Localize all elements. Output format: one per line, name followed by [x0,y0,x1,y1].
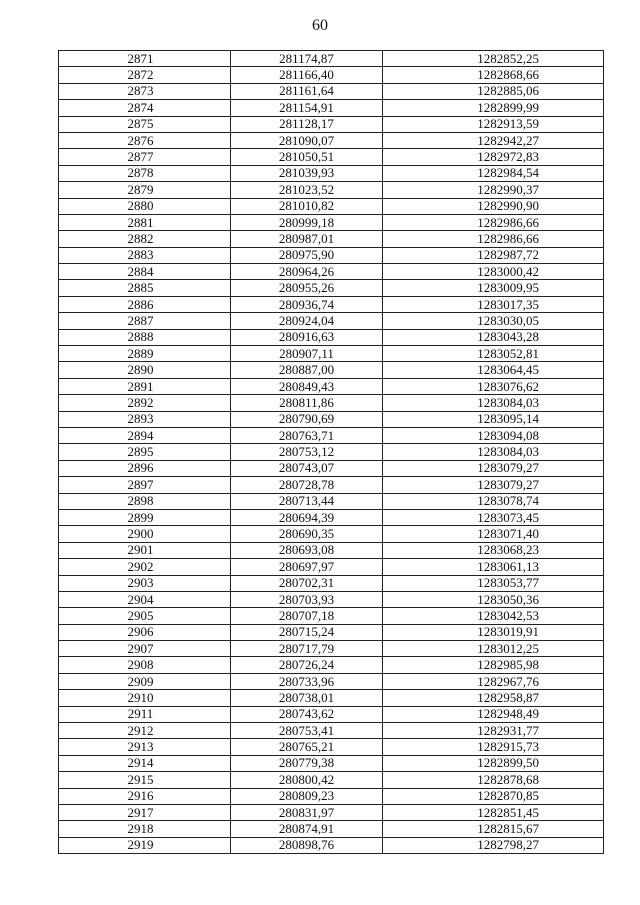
y-coordinate-cell: 1282987,72 [383,247,604,263]
x-coordinate-cell: 280975,90 [231,247,383,263]
x-coordinate-cell: 280733,96 [231,673,383,689]
point-number-cell: 2894 [59,427,231,443]
x-coordinate-cell: 280898,76 [231,837,383,853]
x-coordinate-cell: 280987,01 [231,231,383,247]
point-number-cell: 2893 [59,411,231,427]
y-coordinate-cell: 1282915,73 [383,739,604,755]
point-number-cell: 2876 [59,132,231,148]
table-row [59,51,604,67]
x-coordinate-cell: 280999,18 [231,214,383,230]
x-coordinate-cell: 281128,17 [231,116,383,132]
y-coordinate-cell: 1283064,45 [383,362,604,378]
table-row [59,395,604,411]
y-coordinate-cell: 1283071,40 [383,526,604,542]
point-number-cell: 2879 [59,182,231,198]
x-coordinate-cell: 280743,62 [231,706,383,722]
y-coordinate-cell: 1283000,42 [383,264,604,280]
point-number-cell: 2881 [59,214,231,230]
point-number-cell: 2890 [59,362,231,378]
x-coordinate-cell: 280738,01 [231,690,383,706]
y-coordinate-cell: 1282899,50 [383,755,604,771]
x-coordinate-cell: 281161,64 [231,83,383,99]
point-number-cell: 2918 [59,821,231,837]
page-number: 60 [312,17,328,34]
y-coordinate-cell: 1282984,54 [383,165,604,181]
point-number-cell: 2903 [59,575,231,591]
point-number-cell: 2909 [59,673,231,689]
point-number-cell: 2895 [59,444,231,460]
y-coordinate-cell: 1283073,45 [383,509,604,525]
point-number-cell: 2875 [59,116,231,132]
x-coordinate-cell: 281154,91 [231,100,383,116]
y-coordinate-cell: 1283012,25 [383,641,604,657]
table-row [59,165,604,181]
table-row [59,657,604,673]
x-coordinate-cell: 281166,40 [231,67,383,83]
point-number-cell: 2878 [59,165,231,181]
table-row [59,706,604,722]
point-number-cell: 2905 [59,608,231,624]
point-number-cell: 2904 [59,591,231,607]
x-coordinate-cell: 281010,82 [231,198,383,214]
x-coordinate-cell: 280693,08 [231,542,383,558]
y-coordinate-cell: 1282852,25 [383,51,604,67]
table-row [59,149,604,165]
table-row [59,329,604,345]
x-coordinate-cell: 280874,91 [231,821,383,837]
x-coordinate-cell: 280703,93 [231,591,383,607]
x-coordinate-cell: 281090,07 [231,132,383,148]
y-coordinate-cell: 1282815,67 [383,821,604,837]
table-row [59,723,604,739]
table-row [59,444,604,460]
point-number-cell: 2885 [59,280,231,296]
y-coordinate-cell: 1283079,27 [383,460,604,476]
point-number-cell: 2871 [59,51,231,67]
table-row [59,608,604,624]
table-row [59,214,604,230]
point-number-cell: 2884 [59,264,231,280]
table-row [59,821,604,837]
y-coordinate-cell: 1282986,66 [383,214,604,230]
point-number-cell: 2883 [59,247,231,263]
x-coordinate-cell: 280907,11 [231,346,383,362]
y-coordinate-cell: 1282972,83 [383,149,604,165]
y-coordinate-cell: 1282878,68 [383,772,604,788]
x-coordinate-cell: 280916,63 [231,329,383,345]
table-row [59,641,604,657]
point-number-cell: 2907 [59,641,231,657]
y-coordinate-cell: 1283095,14 [383,411,604,427]
x-coordinate-cell: 281174,87 [231,51,383,67]
x-coordinate-cell: 280697,97 [231,559,383,575]
table-row [59,116,604,132]
point-number-cell: 2888 [59,329,231,345]
y-coordinate-cell: 1282942,27 [383,132,604,148]
table-row [59,460,604,476]
coordinates-table [58,50,604,854]
table-row [59,755,604,771]
y-coordinate-cell: 1283084,03 [383,395,604,411]
y-coordinate-cell: 1282986,66 [383,231,604,247]
table-row [59,411,604,427]
x-coordinate-cell: 280924,04 [231,313,383,329]
point-number-cell: 2913 [59,739,231,755]
point-number-cell: 2880 [59,198,231,214]
coordinates-table-body [59,51,604,854]
y-coordinate-cell: 1282958,87 [383,690,604,706]
y-coordinate-cell: 1282851,45 [383,804,604,820]
y-coordinate-cell: 1283068,23 [383,542,604,558]
table-row [59,788,604,804]
x-coordinate-cell: 280753,12 [231,444,383,460]
x-coordinate-cell: 280702,31 [231,575,383,591]
y-coordinate-cell: 1282885,06 [383,83,604,99]
point-number-cell: 2872 [59,67,231,83]
y-coordinate-cell: 1282931,77 [383,723,604,739]
x-coordinate-cell: 280811,86 [231,395,383,411]
table-row [59,739,604,755]
x-coordinate-cell: 280707,18 [231,608,383,624]
point-number-cell: 2877 [59,149,231,165]
x-coordinate-cell: 280955,26 [231,280,383,296]
point-number-cell: 2917 [59,804,231,820]
table-row [59,296,604,312]
x-coordinate-cell: 281023,52 [231,182,383,198]
table-row [59,182,604,198]
x-coordinate-cell: 280713,44 [231,493,383,509]
x-coordinate-cell: 280717,79 [231,641,383,657]
point-number-cell: 2889 [59,346,231,362]
x-coordinate-cell: 280809,23 [231,788,383,804]
y-coordinate-cell: 1283076,62 [383,378,604,394]
table-row [59,575,604,591]
y-coordinate-cell: 1283043,28 [383,329,604,345]
y-coordinate-cell: 1282798,27 [383,837,604,853]
y-coordinate-cell: 1282948,49 [383,706,604,722]
point-number-cell: 2901 [59,542,231,558]
point-number-cell: 2892 [59,395,231,411]
x-coordinate-cell: 280849,43 [231,378,383,394]
table-row [59,804,604,820]
table-row [59,346,604,362]
point-number-cell: 2914 [59,755,231,771]
y-coordinate-cell: 1283094,08 [383,427,604,443]
table-row [59,509,604,525]
x-coordinate-cell: 280690,35 [231,526,383,542]
x-coordinate-cell: 280964,26 [231,264,383,280]
point-number-cell: 2873 [59,83,231,99]
point-number-cell: 2902 [59,559,231,575]
y-coordinate-cell: 1282967,76 [383,673,604,689]
x-coordinate-cell: 280753,41 [231,723,383,739]
table-row [59,264,604,280]
x-coordinate-cell: 280743,07 [231,460,383,476]
point-number-cell: 2897 [59,477,231,493]
table-row [59,493,604,509]
y-coordinate-cell: 1283017,35 [383,296,604,312]
point-number-cell: 2911 [59,706,231,722]
point-number-cell: 2882 [59,231,231,247]
point-number-cell: 2886 [59,296,231,312]
x-coordinate-cell: 280779,38 [231,755,383,771]
y-coordinate-cell: 1283079,27 [383,477,604,493]
point-number-cell: 2906 [59,624,231,640]
x-coordinate-cell: 281050,51 [231,149,383,165]
point-number-cell: 2891 [59,378,231,394]
table-row [59,247,604,263]
y-coordinate-cell: 1282868,66 [383,67,604,83]
x-coordinate-cell: 280831,97 [231,804,383,820]
table-row [59,132,604,148]
table-row [59,67,604,83]
y-coordinate-cell: 1282913,59 [383,116,604,132]
y-coordinate-cell: 1282990,90 [383,198,604,214]
table-row [59,772,604,788]
table-row [59,280,604,296]
table-row [59,837,604,853]
x-coordinate-cell: 280800,42 [231,772,383,788]
table-row [59,313,604,329]
point-number-cell: 2874 [59,100,231,116]
y-coordinate-cell: 1283050,36 [383,591,604,607]
y-coordinate-cell: 1283009,95 [383,280,604,296]
x-coordinate-cell: 280936,74 [231,296,383,312]
point-number-cell: 2915 [59,772,231,788]
y-coordinate-cell: 1283019,91 [383,624,604,640]
x-coordinate-cell: 280763,71 [231,427,383,443]
table-row [59,427,604,443]
table-row [59,100,604,116]
x-coordinate-cell: 280694,39 [231,509,383,525]
table-row [59,673,604,689]
table-row [59,477,604,493]
point-number-cell: 2908 [59,657,231,673]
y-coordinate-cell: 1283061,13 [383,559,604,575]
point-number-cell: 2900 [59,526,231,542]
table-row [59,591,604,607]
y-coordinate-cell: 1283042,53 [383,608,604,624]
y-coordinate-cell: 1282870,85 [383,788,604,804]
x-coordinate-cell: 281039,93 [231,165,383,181]
table-row [59,542,604,558]
table-row [59,526,604,542]
x-coordinate-cell: 280726,24 [231,657,383,673]
y-coordinate-cell: 1283030,05 [383,313,604,329]
y-coordinate-cell: 1283084,03 [383,444,604,460]
point-number-cell: 2898 [59,493,231,509]
y-coordinate-cell: 1283053,77 [383,575,604,591]
y-coordinate-cell: 1283052,81 [383,346,604,362]
x-coordinate-cell: 280790,69 [231,411,383,427]
y-coordinate-cell: 1282985,98 [383,657,604,673]
point-number-cell: 2896 [59,460,231,476]
x-coordinate-cell: 280715,24 [231,624,383,640]
table-row [59,362,604,378]
point-number-cell: 2899 [59,509,231,525]
point-number-cell: 2912 [59,723,231,739]
y-coordinate-cell: 1283078,74 [383,493,604,509]
table-row [59,83,604,99]
point-number-cell: 2919 [59,837,231,853]
table-row [59,559,604,575]
x-coordinate-cell: 280887,00 [231,362,383,378]
table-row [59,378,604,394]
table-row [59,690,604,706]
x-coordinate-cell: 280728,78 [231,477,383,493]
x-coordinate-cell: 280765,21 [231,739,383,755]
point-number-cell: 2887 [59,313,231,329]
table-row [59,231,604,247]
point-number-cell: 2910 [59,690,231,706]
y-coordinate-cell: 1282990,37 [383,182,604,198]
y-coordinate-cell: 1282899,99 [383,100,604,116]
table-row [59,198,604,214]
point-number-cell: 2916 [59,788,231,804]
table-row [59,624,604,640]
